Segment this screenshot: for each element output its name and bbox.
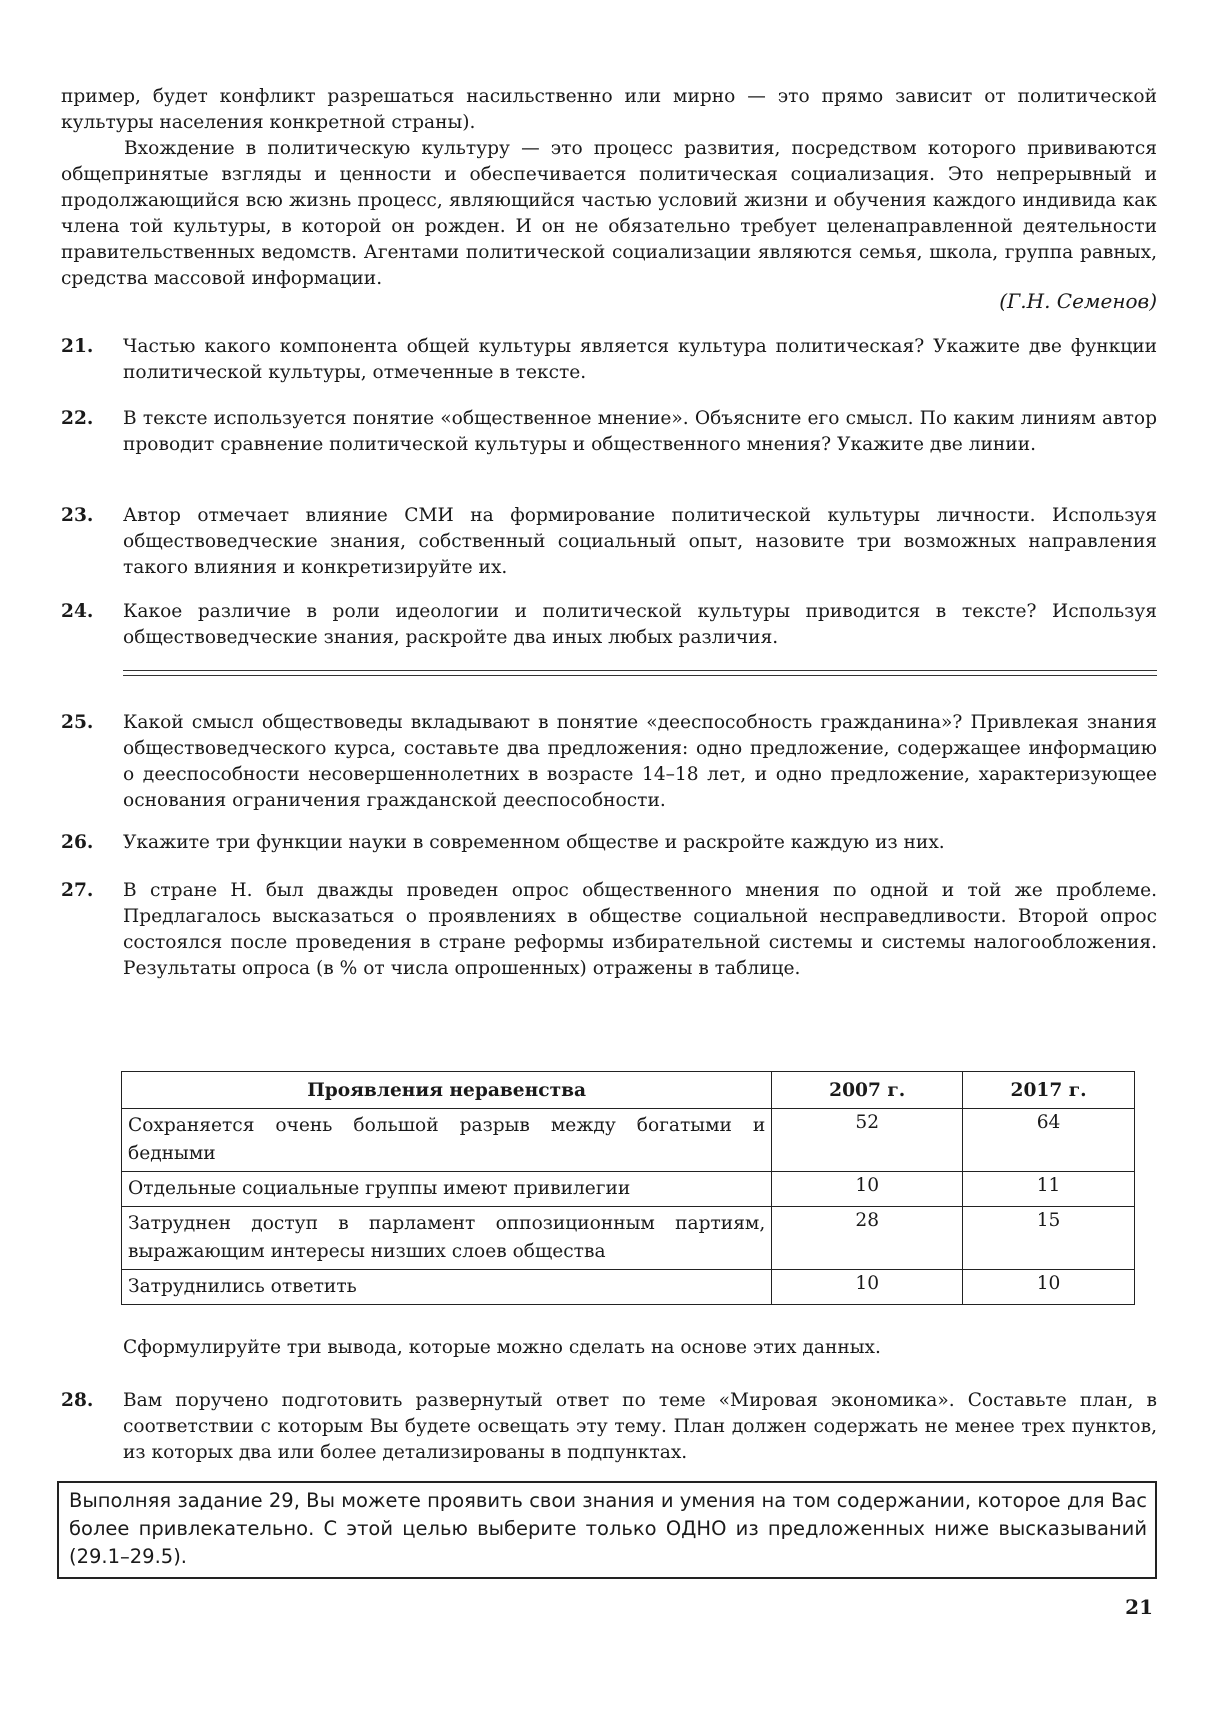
source-author: (Г.Н. Семенов) bbox=[999, 289, 1157, 313]
task-text: Какой смысл обществоведы вкладывают в понятие «дееспособность гражданина»? Привлекая знания обществоведческого курса, составьте два предложения: одно предложение, содержащее информацию о дееспособности несовершеннолетних в возрасте 14–18 лет, и одно предложение, характеризующее основания ограничения гражданской дееспособности. bbox=[123, 712, 1157, 811]
task-text: В тексте используется понятие «общественное мнение». Объясните его смысл. По каким линиям автор проводит сравнение политической культуры и общественного мнения? Укажите две линии. bbox=[123, 408, 1157, 455]
intro-paragraph: Вхождение в политическую культуру — это процесс развития, посредством которого прививаются общепринятые взгляды и ценности и обеспечивается политическая социализация. Это непрерывный и продолжающийся всю жизнь процесс, являющийся частью условий жизни и обучения каждого индивида как члена той культуры, в которой он рожден. И он не обязательно требует целенаправленной деятельности правительственных ведомств. Агентами политической социализации являются семья, школа, группа равных, средства массовой информации. bbox=[61, 138, 1157, 289]
task-28 bbox=[61, 1388, 1157, 1466]
table-cell-2017: 11 bbox=[963, 1172, 1135, 1207]
task-23 bbox=[61, 503, 1157, 581]
table-row bbox=[122, 1172, 1135, 1207]
table-row bbox=[122, 1270, 1135, 1305]
page-number: 21 bbox=[1125, 1595, 1153, 1619]
intro-continuation: пример, будет конфликт разрешаться насильственно или мирно — это прямо зависит от политической культуры населения конкретной страны). bbox=[61, 86, 1157, 133]
section-divider bbox=[123, 670, 1157, 671]
task-text: Автор отмечает влияние СМИ на формирование политической культуры личности. Используя обществоведческие знания, собственный социальный опыт, назовите три возможных направления такого влияния и конкретизируйте их. bbox=[123, 505, 1157, 578]
task-number: 24. bbox=[61, 601, 94, 622]
table-row bbox=[122, 1207, 1135, 1270]
task-number: 27. bbox=[61, 880, 94, 901]
table-cell-2007: 28 bbox=[772, 1207, 963, 1270]
table-cell-label: Сохраняется очень большой разрыв между богатыми и бедными bbox=[122, 1109, 772, 1172]
task-number: 21. bbox=[61, 336, 94, 357]
table-header: 2007 г. bbox=[772, 1072, 963, 1109]
survey-table bbox=[121, 1071, 1135, 1305]
table-conclusion-prompt: Сформулируйте три вывода, которые можно сделать на основе этих данных. bbox=[123, 1337, 881, 1358]
task-text: Частью какого компонента общей культуры является культура политическая? Укажите две функции политической культуры, отмеченные в тексте. bbox=[123, 336, 1157, 383]
task-text: В стране Н. был дважды проведен опрос общественного мнения по одной и той же проблеме. Предлагалось высказаться о проявлениях в обществе социальной несправедливости. Второй опрос состоялся после проведения в стране реформы избирательной системы и системы налогообложения. Результаты опроса (в % от числа опрошенных) отражены в таблице. bbox=[123, 880, 1157, 979]
task-21 bbox=[61, 334, 1157, 386]
task-24 bbox=[61, 599, 1157, 651]
table-cell-label: Затруднились ответить bbox=[122, 1270, 772, 1305]
table-cell-2007: 10 bbox=[772, 1172, 963, 1207]
task-27 bbox=[61, 878, 1157, 982]
table-cell-2007: 52 bbox=[772, 1109, 963, 1172]
task-text: Вам поручено подготовить развернутый ответ по теме «Мировая экономика». Составьте план, в соответствии с которым Вы будете освещать эту тему. План должен содержать не менее трех пунктов, из которых два или более детализированы в подпунктах. bbox=[123, 1390, 1157, 1463]
table-cell-label: Затруднен доступ в парламент оппозиционным партиям, выражающим интересы низших слоев общества bbox=[122, 1207, 772, 1270]
task-number: 22. bbox=[61, 408, 94, 429]
section-divider bbox=[123, 675, 1157, 676]
table-cell-2017: 10 bbox=[963, 1270, 1135, 1305]
task-text: Укажите три функции науки в современном обществе и раскройте каждую из них. bbox=[123, 832, 945, 853]
task-26 bbox=[61, 830, 1157, 856]
table-header: Проявления неравенства bbox=[122, 1072, 772, 1109]
task-number: 25. bbox=[61, 712, 94, 733]
task-text: Какое различие в роли идеологии и политической культуры приводится в тексте? Используя обществоведческие знания, раскройте два иных любых различия. bbox=[123, 601, 1157, 648]
table-cell-2007: 10 bbox=[772, 1270, 963, 1305]
task-number: 28. bbox=[61, 1390, 94, 1411]
task-number: 26. bbox=[61, 832, 94, 853]
table-cell-2017: 15 bbox=[963, 1207, 1135, 1270]
task-29-notice-box: Выполняя задание 29, Вы можете проявить свои знания и умения на том содержании, которое для Вас более привлекательно. С этой целью выберите только ОДНО из предложенных ниже высказываний (29.1–29.5). bbox=[57, 1481, 1157, 1579]
table-header-row bbox=[122, 1072, 1135, 1109]
table-cell-2017: 64 bbox=[963, 1109, 1135, 1172]
table-header: 2017 г. bbox=[963, 1072, 1135, 1109]
table-cell-label: Отдельные социальные группы имеют привилегии bbox=[122, 1172, 772, 1207]
task-22 bbox=[61, 406, 1157, 458]
task-number: 23. bbox=[61, 505, 94, 526]
table-row bbox=[122, 1109, 1135, 1172]
task-25 bbox=[61, 710, 1157, 814]
